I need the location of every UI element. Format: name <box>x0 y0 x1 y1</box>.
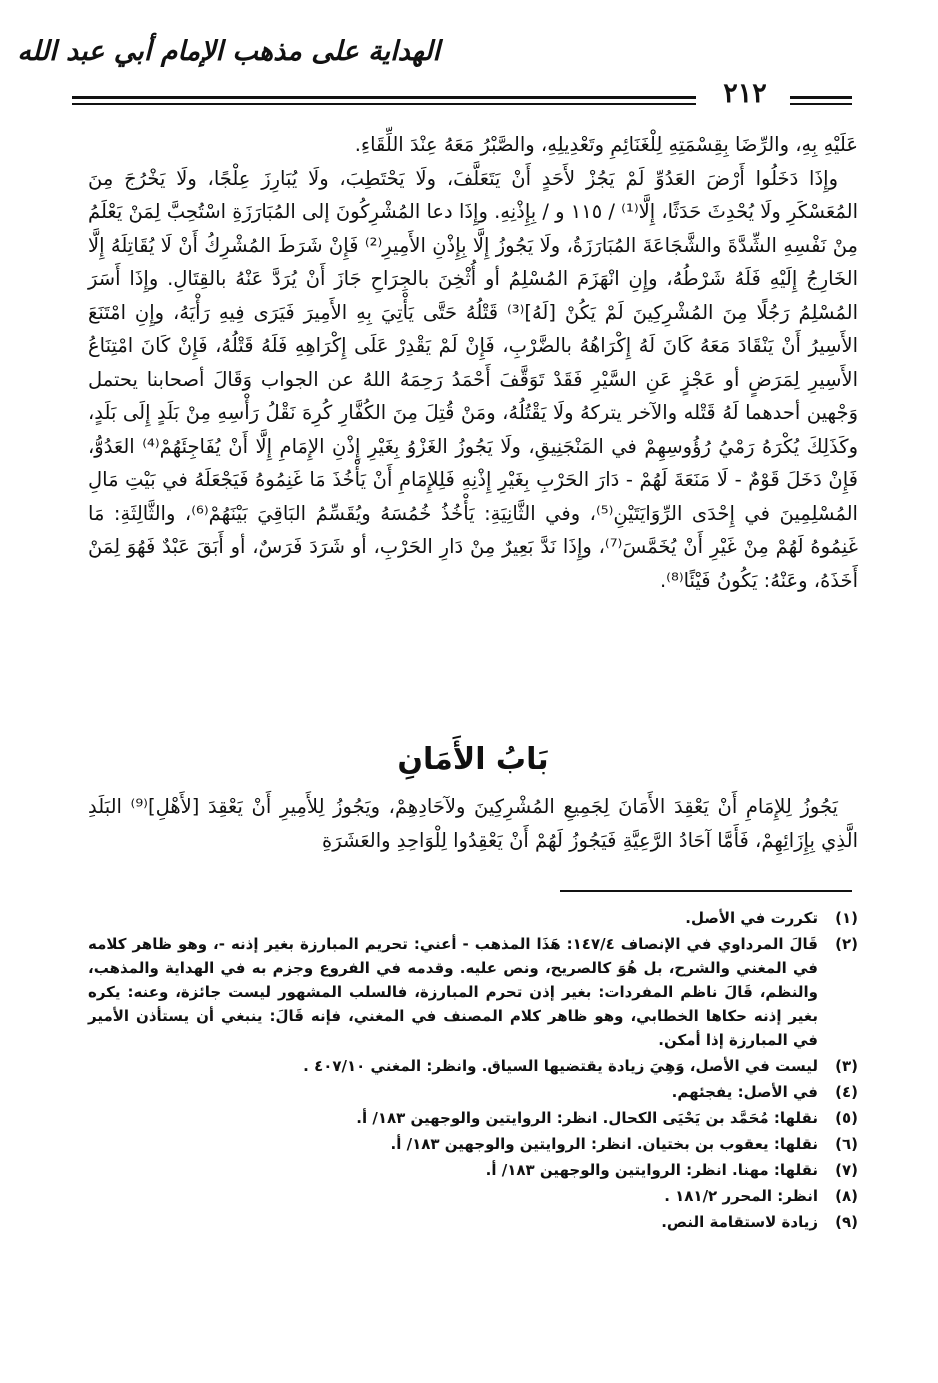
footnote-text: تكررت في الأصل. <box>685 909 818 927</box>
footnote-number: (٢) <box>835 935 858 953</box>
paragraph-section: يَجُوزُ لِلإِمَامِ أَنْ يَعْقِدَ الأَمَانَ لِجَمِيعِ المُشْرِكِينَ ولآحَادِهِمْ، ويَجُوزُ لِلأَمِيرِ أَنْ يَعْقِدَ [لأَهْلِ]⁽⁹⁾ البَلَدِ الَّذِي بِإِزَائِهِمْ، فَأَمَّا آحَادُ الرَّعِيَّةِ فَيَجُوزُ لَهُمْ أَنْ يَعْقِدُوا لِلْوَاحِدِ والعَشَرَةِ <box>88 795 858 852</box>
paragraph-main: وإِذَا دَخَلُوا أَرْضَ العَدُوِّ لَمْ يَجُزْ لأَحَدٍ أَنْ يَتَعَلَّفَ، ولَا يَحْتَطِبَ، ولَا يُبَارِزَ عِلْجًا، ولَا يَخْرُجَ مِنَ المُعَسْكَرِ ولَا يُحْدِثَ حَدَثًا، إِلَّا⁽¹⁾ / ١١٥ و / بِإِذْنِهِ. وإِذَا دعا المُشْرِكُونَ إلى المُبَارَزَةِ اسْتُحِبَّ لِمَنْ يَعْلَمُ مِنْ نَفْسِهِ الشِّدَّةَ والشَّجَاعَةَ المُبَارَزَةُ، ولَا يَجُوزُ إِلَّا بِإِذْنِ الأَمِيرِ⁽²⁾ فَإِنْ شَرَطَ المُشْرِكُ أَنْ لَا يُقَاتِلَهُ إِلَّا الخَارِجُ إِلَيْهِ فَلَهُ شَرْطُهُ، وإِنِ انْهَزَمَ المُسْلِمُ أو أُثْخِنَ بالجِرَاحِ جَازَ أَنْ يُرَدَّ عَنْهُ بالقِتَالِ. وإِذَا أَسَرَ المُسْلِمُ رَجُلًا مِنَ المُشْرِكِينَ لَمْ يَكُنْ [لَهُ]⁽³⁾ قَتْلُهُ حَتَّى يَأْتِيَ بِهِ الأَمِيرَ فَيَرَى فِيهِ رَأْيَهُ، وإِنِ امْتَنَعَ الأَسِيرُ أَنْ يَنْقَادَ مَعَهُ كَانَ لَهُ إِكْرَاهُهُ بالضَّرْبِ، فَإِنْ لَمْ يَقْدِرْ عَلَى إِكْرَاهِهِ فَلَهُ قَتْلُهُ، فَإِنْ كَانَ امْتِنَاعُ الأَسِيرِ لِمَرَضٍ أو عَجْزٍ عَنِ السَّيْرِ فَقَدْ تَوَقَّفَ أَحْمَدُ رَحِمَهُ اللهُ عن الجواب وَقَالَ أصحابنا يحتمل وَجْهين أحدهما لَهُ قَتْله والآخر يتركهُ ولَا يَقْتُلُهُ، ومَنْ قُتِلَ مِنَ الكُفَّارِ كُرِهَ نَقْلُ رَأْسِهِ مِنْ بَلَدٍ إِلَى بَلَدٍ، وكَذَلِكَ يُكْرَهُ رَمْيُ رُؤُوسِهِمْ في المَنْجَنِيقِ، ولَا يَجُوزُ الغَزْوُ بِغَيْرِ إِذْنِ الإِمَامِ إِلَّا أَنْ يُفَاجِئَهُمْ⁽⁴⁾ العَدُوُّ، فَإِنْ دَخَلَ قَوْمٌ - لَا مَنَعَةَ لَهُمْ - دَارَ الحَرْبِ بِغَيْرِ إِذْنِهِ فَلِلإِمَامِ أَنْ يَأْخُذَ مَا غَنِمُوهُ فَيَجْعَلَهُ في بَيْتِ مَالِ المُسْلِمِينَ في إِحْدَى الرِّوَايَتَيْنِ⁽⁵⁾، وفي الثَّانِيَةِ: يَأْخُذُ خُمُسَهُ ويُقَسِّمُ البَاقِيَ بَيْنَهُمْ⁽⁶⁾، والثَّالِثَةِ: مَا غَنِمُوهُ لَهُمْ مِنْ غَيْرِ أَنْ يُخَمَّسَ⁽⁷⁾، وإِذَا نَدَّ بَعِيرٌ مِنْ دَارِ الحَرْبِ، أو شَرَدَ فَرَسٌ، أو أَبَقَ عَبْدٌ فَهُوَ لِمَنْ أَخَذَهُ، وعَنْهُ: يَكُونُ فَيْئًا⁽⁸⁾. <box>88 166 858 592</box>
footnote-text: في الأصل: يفجئهم. <box>671 1083 818 1101</box>
footnote-item <box>88 1054 858 1078</box>
footnote-item <box>88 1132 858 1156</box>
footnote-item <box>88 1080 858 1104</box>
footnote-text: ليست في الأصل، وَهِيَ زيادة يقتضيها السياق. وانظر: المغني ٤٠٧/١٠ . <box>303 1057 818 1075</box>
header-rule-left <box>72 96 696 99</box>
header-rule-left-thin <box>72 103 696 105</box>
footnote-item <box>88 1158 858 1182</box>
footnote-item <box>88 932 858 1052</box>
footnote-number: (٣) <box>835 1057 858 1075</box>
running-header-title: الهداية على مذهب الإمام أبي عبد الله <box>17 36 440 67</box>
footnote-item <box>88 906 858 930</box>
footnotes <box>88 906 858 1236</box>
section-heading: بَابُ الأَمَانِ <box>397 742 549 777</box>
footnote-text: نقلها: يعقوب بن بختيان. انظر: الروايتين والوجهين ١٨٣/ أ. <box>390 1135 818 1153</box>
footnote-number: (٦) <box>835 1135 858 1153</box>
section-text <box>88 790 858 857</box>
footnote-item <box>88 1184 858 1208</box>
footnote-number: (٥) <box>835 1109 858 1127</box>
footnote-number: (٧) <box>835 1161 858 1179</box>
footnote-number: (٤) <box>835 1083 858 1101</box>
footnote-text: نقلها: مُحَمَّد بن يَحْيَى الكحال. انظر: الروايتين والوجهين ١٨٣/ أ. <box>356 1109 818 1127</box>
footnote-text: انظر: المحرر ١٨١/٢ . <box>664 1187 818 1205</box>
footnote-item <box>88 1210 858 1234</box>
paragraph-opening: عَلَيْهِ بِهِ، والرِّضَا بِقِسْمَتِهِ لِلْغَنَائِمِ وتَعْدِيلِهِ، والصَّبْرُ مَعَهُ عِنْدَ اللِّقَاءِ. <box>354 133 858 156</box>
header-rule-right-thin <box>790 103 852 105</box>
main-text <box>88 128 858 597</box>
footnote-number: (٩) <box>835 1213 858 1231</box>
footnote-text: زيادة لاستقامة النص. <box>661 1213 818 1231</box>
footnote-item <box>88 1106 858 1130</box>
footnote-number: (٨) <box>835 1187 858 1205</box>
page-number: ٢١٢ <box>723 78 767 109</box>
footnote-number: (١) <box>835 909 858 927</box>
footnote-text: قَالَ المرداوي في الإنصاف ١٤٧/٤: هَذَا المذهب - أعني: تحريم المبارزة بغير إذنه -، وهو ظاهر كلامه في المغني والشرح، بل هُوَ كالصريح، ونص عليه. وقدمه في الفروع وجزم به في الهداية والمذهب، والنظم، قَالَ ناظم المفردات: بغير إذن تحرم المبارزة، فالسلب المشهور ليست جائزة، وعنه: يكره بغير إذنه حكاها الخطابي، وهو ظاهر كلام المصنف في المغني، فإنه قَالَ: ينبغي أن يستأذن الأمير في المبارزة إذا أمكن. <box>88 935 818 1049</box>
footnote-separator <box>560 890 852 892</box>
header-rule-right <box>790 96 852 99</box>
footnote-text: نقلها: مهنا. انظر: الروايتين والوجهين ١٨٣/ أ. <box>485 1161 818 1179</box>
